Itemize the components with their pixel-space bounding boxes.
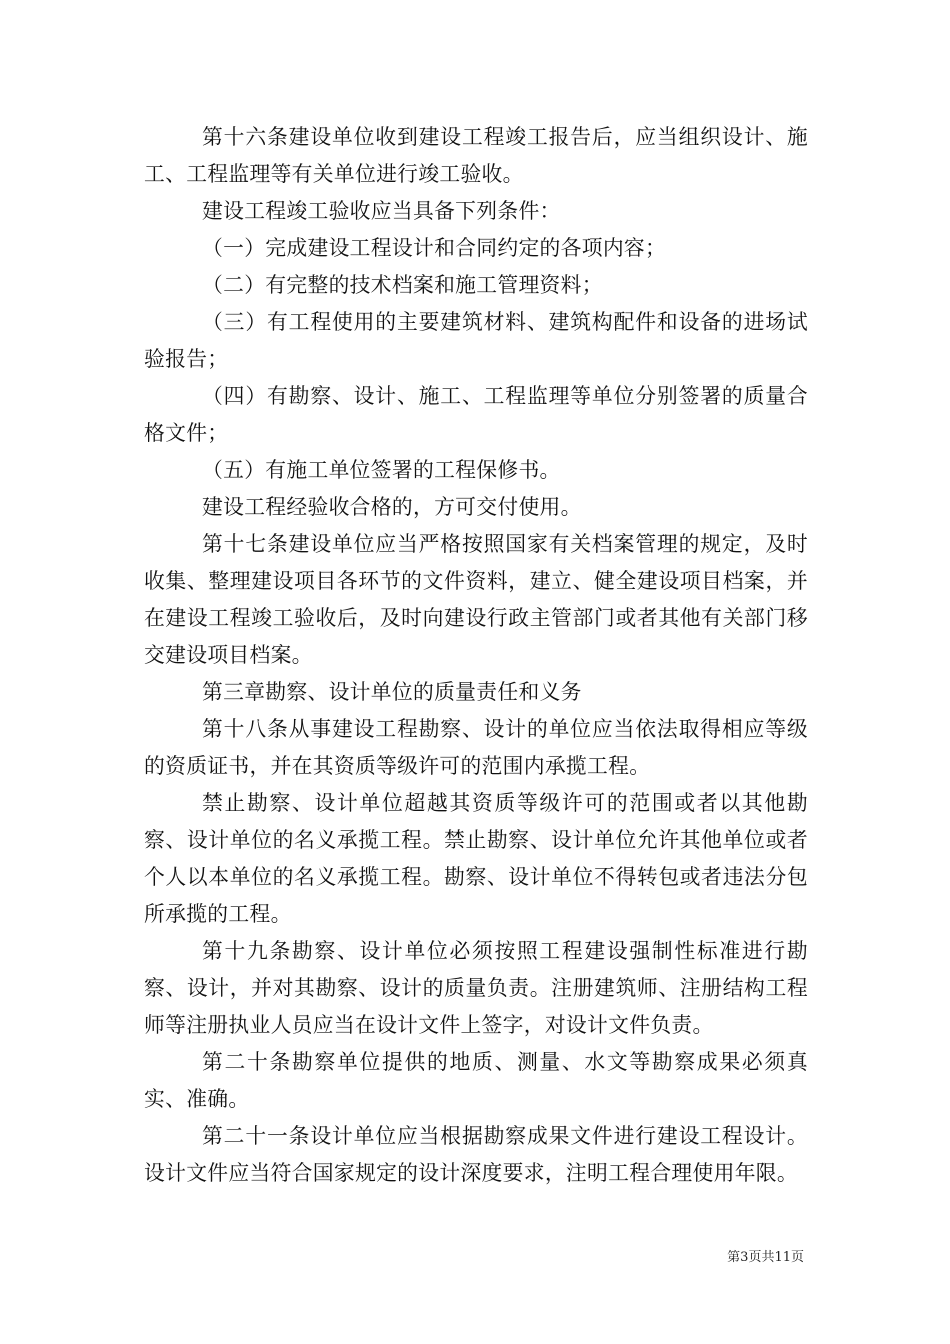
paragraph-article-17: 第十七条建设单位应当严格按照国家有关档案管理的规定，及时收集、整理建设项目各环节的文件资料，建立、健全建设项目档案，并在建设工程竣工验收后，及时向建设行政主管部门或者其他有关部门移交建设项目档案。 — [144, 532, 808, 667]
paragraph-article-20: 第二十条勘察单位提供的地质、测量、水文等勘察成果必须真实、准确。 — [144, 1050, 808, 1111]
paragraph-condition-3: （三）有工程使用的主要建筑材料、建筑构配件和设备的进场试验报告； — [144, 310, 808, 371]
paragraph-acceptance-conditions: 建设工程竣工验收应当具备下列条件： — [202, 199, 561, 223]
chapter-heading-3: 第三章勘察、设计单位的质量责任和义务 — [202, 680, 582, 704]
paragraph-condition-5: （五）有施工单位签署的工程保修书。 — [202, 458, 561, 482]
paragraph-condition-1: （一）完成建设工程设计和合同约定的各项内容； — [202, 236, 667, 260]
paragraph-article-16: 第十六条建设单位收到建设工程竣工报告后，应当组织设计、施工、工程监理等有关单位进行竣工验收。 — [144, 125, 808, 186]
page-number-footer: 第3页共11页 — [727, 1250, 804, 1265]
paragraph-delivery: 建设工程经验收合格的，方可交付使用。 — [202, 495, 582, 519]
paragraph-condition-2: （二）有完整的技术档案和施工管理资料； — [202, 273, 603, 297]
paragraph-prohibition: 禁止勘察、设计单位超越其资质等级许可的范围或者以其他勘察、设计单位的名义承揽工程。禁止勘察、设计单位允许其他单位或者个人以本单位的名义承揽工程。勘察、设计单位不得转包或者违法分包所承揽的工程。 — [144, 791, 808, 926]
paragraph-article-21: 第二十一条设计单位应当根据勘察成果文件进行建设工程设计。设计文件应当符合国家规定的设计深度要求，注明工程合理使用年限。 — [144, 1124, 808, 1185]
paragraph-article-19: 第十九条勘察、设计单位必须按照工程建设强制性标准进行勘察、设计，并对其勘察、设计的质量负责。注册建筑师、注册结构工程师等注册执业人员应当在设计文件上签字，对设计文件负责。 — [144, 939, 808, 1037]
paragraph-article-18: 第十八条从事建设工程勘察、设计的单位应当依法取得相应等级的资质证书，并在其资质等级许可的范围内承揽工程。 — [144, 717, 808, 778]
document-body — [144, 119, 808, 1192]
paragraph-condition-4: （四）有勘察、设计、施工、工程监理等单位分别签署的质量合格文件； — [144, 384, 808, 445]
